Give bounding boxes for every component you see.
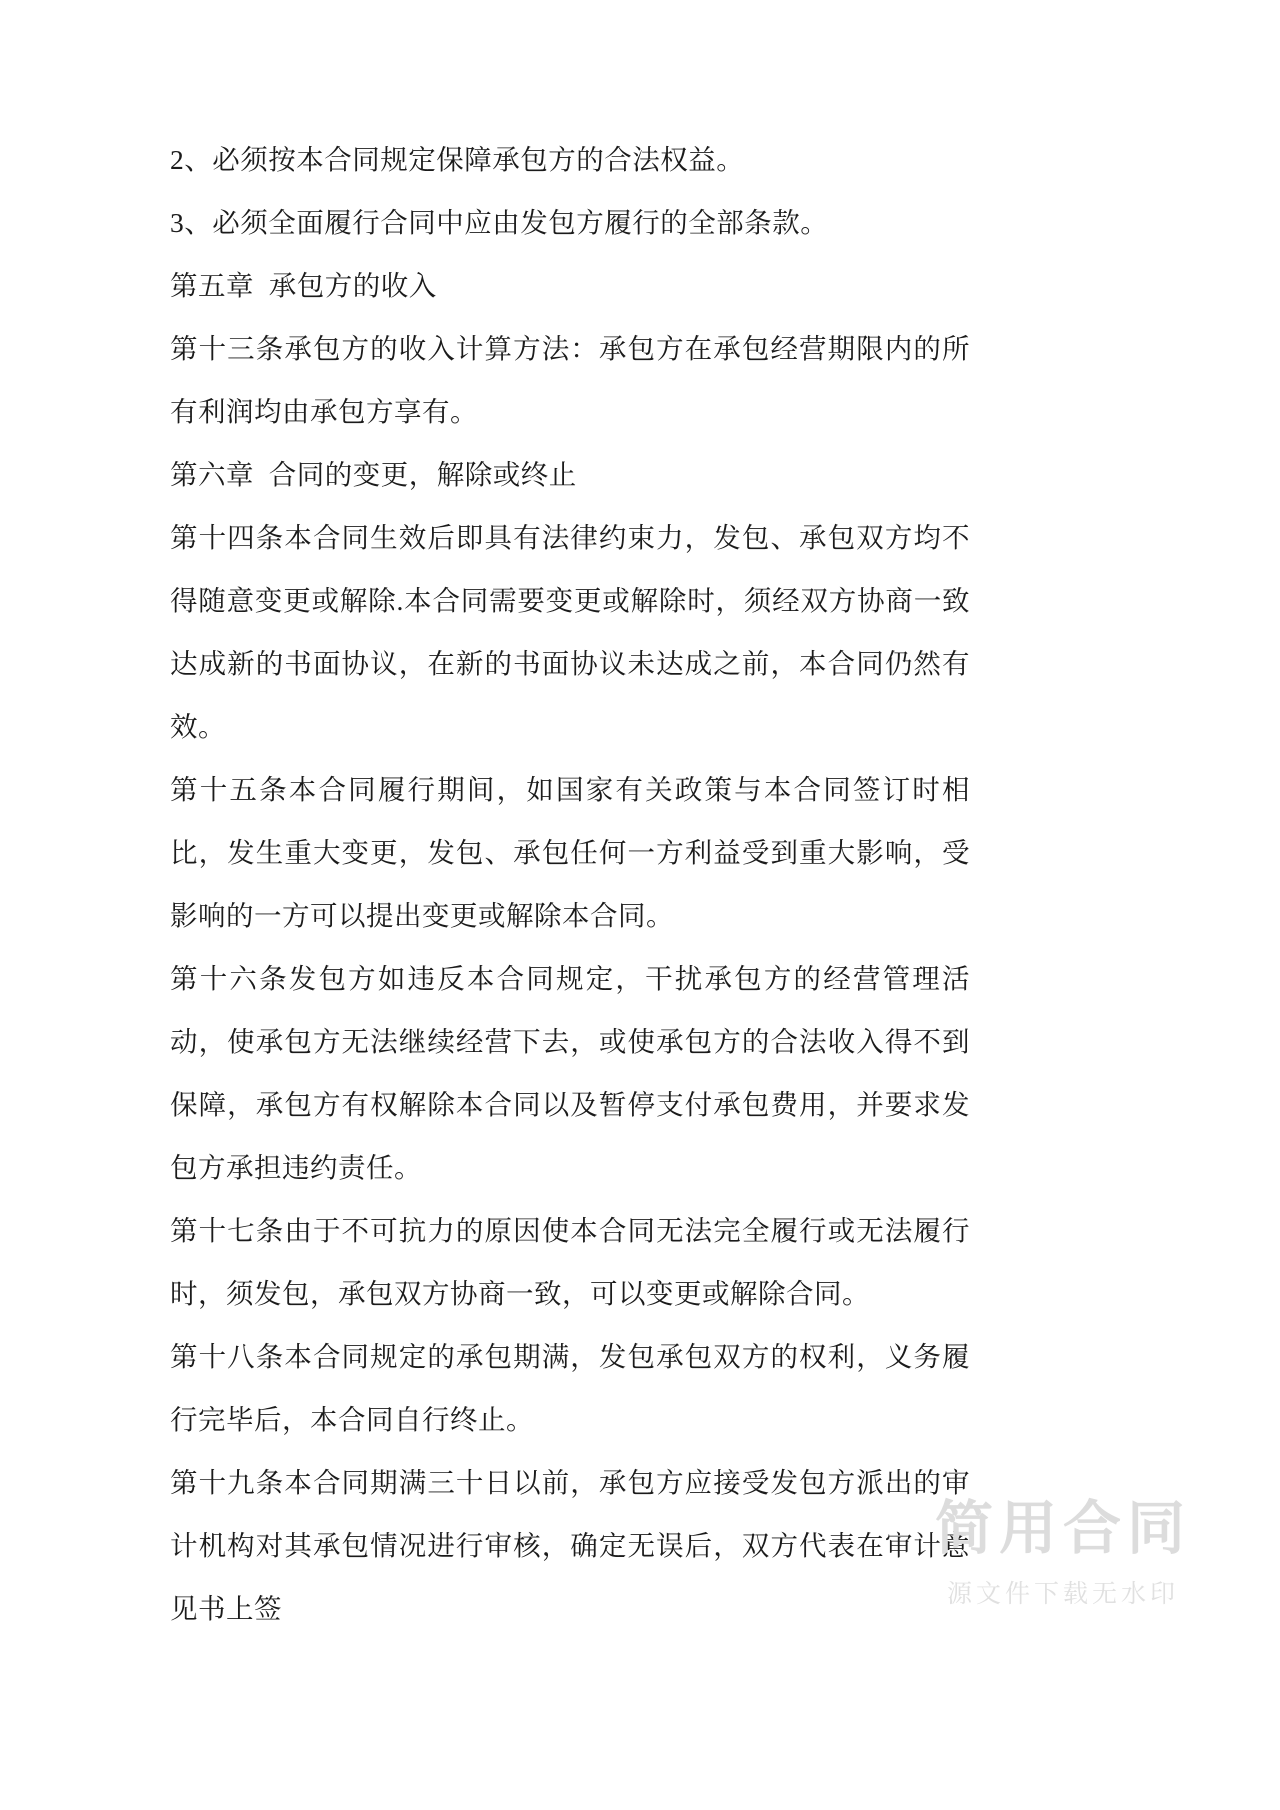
article-17-paragraph: 第十七条由于不可抗力的原因使本合同无法完全履行或无法履行时，须发包，承包双方协商一致，可以变更或解除合同。: [170, 1215, 970, 1309]
watermark-subtitle: 源文件下载无水印: [946, 1580, 1179, 1608]
list-item: 3、必须全面履行合同中应由发包方履行的全部条款。: [170, 207, 829, 238]
list-item: 2、必须按本合同规定保障承包方的合法权益。: [170, 144, 745, 175]
article-16-paragraph: 第十六条发包方如违反本合同规定，干扰承包方的经营管理活动，使承包方无法继续经营下去，或使承包方的合法收入得不到保障，承包方有权解除本合同以及暂停支付承包费用，并要求发包方承担违约责任。: [170, 963, 970, 1183]
document-body: [170, 128, 970, 1640]
chapter-heading-6: 第六章 合同的变更，解除或终止: [170, 459, 577, 490]
article-19-paragraph: 第十九条本合同期满三十日以前，承包方应接受发包方派出的审计机构对其承包情况进行审核，确定无误后，双方代表在审计意见书上签: [170, 1467, 970, 1624]
article-18-paragraph: 第十八条本合同规定的承包期满，发包承包双方的权利，义务履行完毕后，本合同自行终止。: [170, 1341, 970, 1435]
article-15-paragraph: 第十五条本合同履行期间，如国家有关政策与本合同签订时相比，发生重大变更，发包、承包任何一方利益受到重大影响，受影响的一方可以提出变更或解除本合同。: [170, 774, 970, 931]
chapter-heading-5: 第五章 承包方的收入: [170, 270, 437, 301]
article-14-paragraph: 第十四条本合同生效后即具有法律约束力，发包、承包双方均不得随意变更或解除.本合同需要变更或解除时，须经双方协商一致达成新的书面协议，在新的书面协议未达成之前，本合同仍然有效。: [170, 522, 970, 742]
watermark-title: 简用合同: [934, 1496, 1191, 1562]
article-13-paragraph: 第十三条承包方的收入计算方法：承包方在承包经营期限内的所有利润均由承包方享有。: [170, 333, 970, 427]
